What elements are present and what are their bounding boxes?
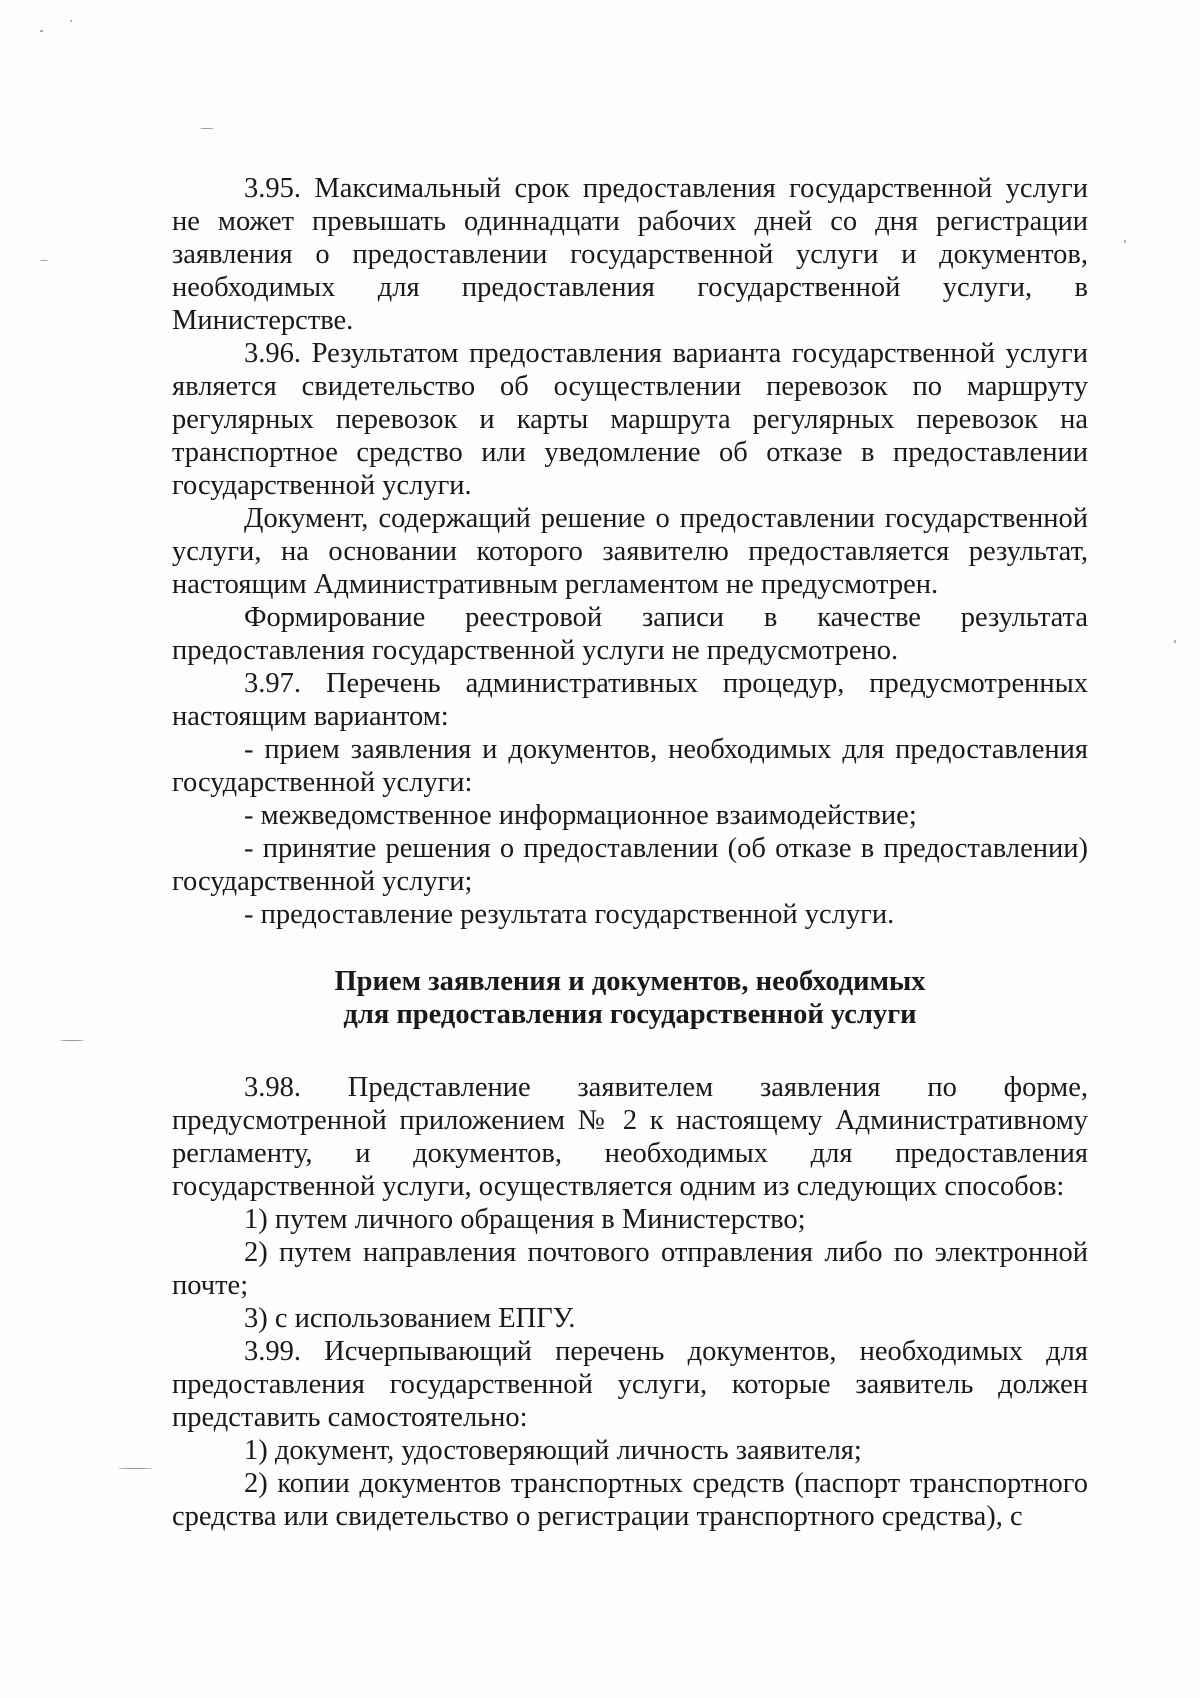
- section-heading: [172, 965, 1088, 1031]
- paragraph-3-97: 3.97. Перечень административных процедур, предусмотренных настоящим вариантом:: [172, 668, 1088, 732]
- paragraph-registry-record: Формирование реестровой записи в качестве результата предоставления государственной услуги не предусмотрено.: [172, 602, 1088, 666]
- list-item-document: 1) документ, удостоверяющий личность заявителя;: [244, 1435, 862, 1466]
- list-item-document: 2) копии документов транспортных средств (паспорт транспортного средства или свидетельство о регистрации транспортного средства), с: [172, 1468, 1088, 1532]
- scan-speck: [200, 128, 214, 129]
- list-item-procedure: - межведомственное информационное взаимодействие;: [244, 800, 917, 831]
- scan-speck: [118, 1468, 152, 1469]
- scan-speck: [40, 30, 43, 32]
- paragraph-3-96: 3.96. Результатом предоставления варианта государственной услуги является свидетельство об осуществлении перевозок по маршруту регулярных перевозок и карты маршрута регулярных перевозок на транспортное средство или уведомление об отказе в предоставлении государственной услуги.: [172, 338, 1088, 501]
- document-body: [172, 172, 1088, 1533]
- paragraph-3-99: 3.99. Исчерпывающий перечень документов, необходимых для предоставления государственной услуги, которые заявитель должен представить самостоятельно:: [172, 1336, 1088, 1433]
- list-item-method: 2) путем направления почтового отправления либо по электронной почте;: [172, 1237, 1088, 1301]
- list-item-procedure: - прием заявления и документов, необходимых для предоставления государственной услуги:: [172, 734, 1088, 798]
- list-item-procedure: - предоставление результата государственной услуги.: [244, 899, 895, 930]
- paragraph-decision-document: Документ, содержащий решение о предоставлении государственной услуги, на основании которого заявителю предоставляется результат, настоящим Административным регламентом не предусмотрен.: [172, 503, 1088, 600]
- list-item-procedure: - принятие решения о предоставлении (об отказе в предоставлении) государственной услуги;: [172, 833, 1088, 897]
- scan-speck: [70, 20, 72, 22]
- paragraph-3-95: 3.95. Максимальный срок предоставления государственной услуги не может превышать одиннадцати рабочих дней со дня регистрации заявления о предоставлении государственной услуги и документов, необходимых для предоставления государственной услуги, в Министерстве.: [172, 173, 1088, 336]
- section-heading-line: Прием заявления и документов, необходимых: [334, 966, 926, 997]
- paragraph-3-98: 3.98. Представление заявителем заявления по форме, предусмотренной приложением № 2 к настоящему Административному регламенту, и документов, необходимых для предоставления государственной услуги, осуществляется одним из следующих способов:: [172, 1072, 1088, 1202]
- list-item-method: 1) путем личного обращения в Министерство;: [244, 1204, 806, 1235]
- list-item-method: 3) с использованием ЕПГУ.: [244, 1303, 576, 1334]
- section-heading-line: для предоставления государственной услуги: [343, 999, 917, 1030]
- scan-speck: [60, 1040, 84, 1041]
- scan-speck: [1124, 240, 1126, 243]
- scan-speck: [1174, 640, 1176, 643]
- scan-speck: [40, 260, 48, 261]
